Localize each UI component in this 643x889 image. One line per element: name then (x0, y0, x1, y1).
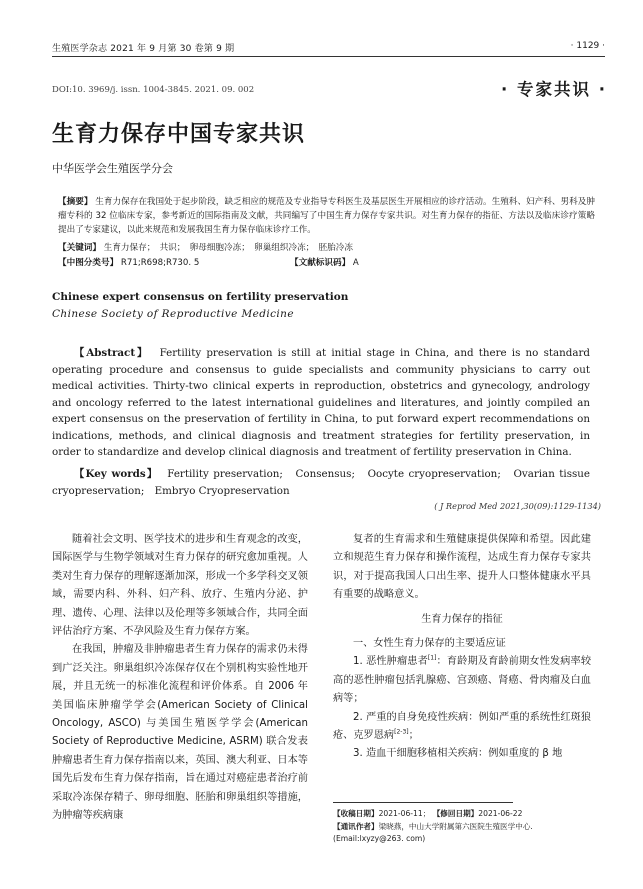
abstract-cn (58, 195, 595, 238)
footnote-rule (333, 802, 513, 803)
reference-mark: [1] (427, 655, 437, 663)
received-date: 2021-06-11； (378, 809, 431, 818)
abstract-en-text: Fertility preservation is still at initial stage in China, and there is no standard operating procedure and consensus to guide specialists and community physicians to carry out medical activities. Thirty-two clinical experts in reproduction, obstetrics and gynecology, andrology and oncology referred to the latest international guidelines and literatures, and jointly compiled an expert consensus on the preservation of fertility in China, to put forward expert recommendations on indications, methods, and clinical diagnosis and treatment strategies for fertility preservation, in order to standardize and develop clinical diagnosis and treatment of fertility preservation in China. (52, 347, 591, 458)
list-item-text: ； (408, 730, 419, 742)
citation: ( J Reprod Med 2021,30(09):1129-1134) (434, 501, 601, 511)
list-item (333, 653, 591, 708)
author-en: Chinese Society of Reproductive Medicine (52, 308, 294, 320)
document-code (290, 256, 359, 268)
body-paragraph: 随着社会文明、医学技术的进步和生育观念的改变，国际医学与生物学领域对生育力保存的研究愈加重视。人类对生育力保存的理解逐渐加深，形成一个多学科交叉领域，需要内科、外科、妇产科、放疗、生殖内分泌、护理、遗传、心理、法律以及伦理等多领域合作，共同全面评估治疗方案、不孕风险及生育力保存方案。 (52, 534, 308, 638)
keywords-cn (58, 241, 353, 253)
classification (58, 256, 199, 268)
subsection-heading: 一、女性生育力保存的主要适应证 (353, 638, 506, 650)
abstract-cn-text: 生育力保存在我国处于起步阶段，缺乏相应的规范及专业指导专科医生及基层医生开展相应的诊疗活动。生殖科、妇产科、男科及肿瘤专科的 32 位临床专家，参考新近的国际指南及文献，共同编写了中国生育力保存专家共识。对生育力保存的指征、方法以及临床诊疗策略提出了专家建议，以此来规范和发展我国生育力保存临床诊疗工作。 (58, 197, 595, 236)
page-title: 生育力保存中国专家共识 (52, 122, 306, 147)
body-paragraph: 复者的生育需求和生殖健康提供保障和希望。因此建立和规范生育力保存和操作流程，达成生育力保存专家共识，对于提高我国人口出生率、提升人口整体健康水平具有重要的战略意义。 (333, 534, 591, 601)
body-paragraph: 在我国，肿瘤及非肿瘤患者生育力保存的需求仍未得到广泛关注。卵巢组织冷冻保存仅在个别机构实验性地开展，并且无统一的标准化流程和评价体系。自 2006 年美国临床肿瘤学学会(American Society of Clinical Oncology, ASCO) 与美国生殖医学学会(American Society of Reproductive Medicine, ASRM) 联合发表肿瘤患者生育力保存指南以来，英国、澳大利亚、日本等国先后发布生育力保存指南，旨在通过对癌症患者治疗前采取冷冻保存精子、卵母细胞、胚胎和卵巢组织等措施，为肿瘤等疾病康 (52, 644, 308, 822)
keywords-en (52, 466, 590, 499)
corresponding-author: 梁晓燕，中山大学附属第六医院生殖医学中心. (378, 821, 533, 831)
footnote (333, 808, 593, 846)
title-en: Chinese expert consensus on fertility preservation (52, 291, 349, 303)
received-label: 【收稿日期】 (333, 809, 379, 818)
list-item-text: 3. 造血干细胞移植相关疾病：例如重度的 β 地 (353, 748, 563, 760)
journal-header: 生殖医学杂志 2021 年 9 月第 30 卷第 9 期 (52, 44, 235, 54)
classification-value: R71;R698;R730. 5 (120, 258, 200, 268)
list-item (333, 709, 591, 746)
list-item (333, 745, 591, 763)
classification-label: 【中图分类号】 (58, 258, 119, 268)
keywords-cn-label: 【关键词】 (58, 243, 101, 253)
document-code-value: A (352, 258, 359, 268)
list-item-text: 1. 恶性肿瘤患者 (353, 656, 428, 668)
revised-date: 2021-06-22 (478, 809, 523, 818)
list-item-text: ：育龄期及育龄前期女性发病率较高的恶性肿瘤包括乳腺癌、宫颈癌、肾癌、骨肉瘤及白血病等； (333, 656, 592, 705)
list-item-text: 2. 严重的自身免疫性疾病：例如严重的系统性红斑狼疮、克罗恩病 (333, 711, 591, 742)
author-cn: 中华医学会生殖医学分会 (52, 162, 173, 175)
email: (Email:lxyzy@263. com) (333, 834, 426, 843)
abstract-cn-label: 【摘要】 (58, 197, 93, 207)
header-rule (52, 56, 605, 57)
document-code-label: 【文献标识码】 (290, 258, 351, 268)
corresponding-label: 【通讯作者】 (333, 821, 379, 831)
abstract-en (52, 345, 590, 461)
abstract-en-label: 【Abstract】 (74, 347, 150, 359)
keywords-en-label: 【Key words】 (74, 468, 159, 480)
keywords-cn-text: 生育力保存； 共识； 卵母细胞冷冻； 卵巢组织冷冻； 胚胎冷冻 (103, 243, 353, 253)
page-number: · 1129 · (570, 41, 605, 51)
section-banner: · 专家共识 · (500, 80, 607, 99)
body-left-column (52, 531, 308, 826)
reference-mark: [2-3] (394, 728, 409, 736)
section-heading: 生育力保存的指征 (421, 613, 503, 625)
body-right-column (333, 531, 591, 764)
doi: DOI:10. 3969/j. issn. 1004-3845. 2021. 09. 002 (52, 85, 255, 95)
keywords-en-text: Fertility preservation; Consensus; Oocyte cryopreservation; Ovarian tissue cryopreservation; Embryo Cryopreservation (52, 468, 591, 497)
revised-label: 【修回日期】 (432, 809, 479, 818)
